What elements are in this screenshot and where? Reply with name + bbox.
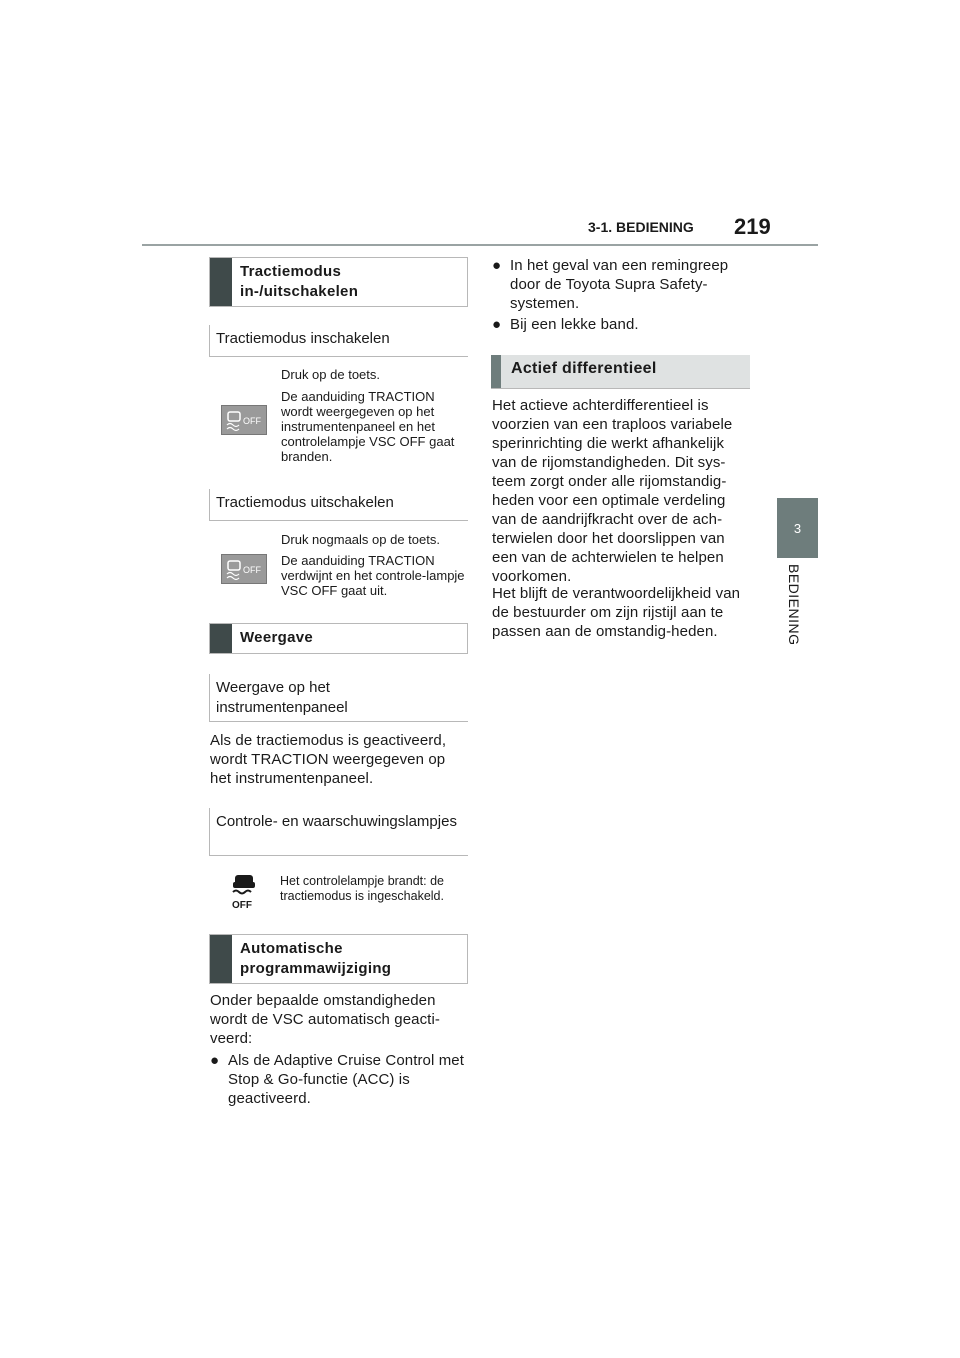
auto-bullet-1-text: Als de Adaptive Cruise Control met Stop & Go-functie (ACC) is geactiveerd.: [228, 1052, 465, 1107]
header-divider: [142, 244, 818, 246]
lamp-off-label: OFF: [232, 900, 252, 911]
traction-off-button-icon-2: [221, 554, 267, 584]
subheading-traction-on: Tractiemodus inschakelen: [209, 325, 468, 357]
vsc-off-warning-icon: [230, 872, 258, 912]
differential-paragraph-1: Het actieve achterdifferentieel is voorzien van een traploos variabele sperinrichting die werkt afhankelijk van de rijomstandigheden. Dit sys-teem zorgt onder alle rijomstandig-heden voor een optimale verdeling van de aandrijfkracht over de ach-terwielen door het doorslippen van een van de achterwielen te helpen voorkomen.: [492, 397, 733, 585]
car-skid-icon-2: [223, 556, 265, 582]
bullet-icon: ●: [210, 1052, 220, 1069]
auto-bullet-1: [210, 1051, 465, 1108]
off-label: OFF: [243, 416, 261, 426]
heading-auto: [209, 934, 468, 984]
auto-paragraph: Onder bepaalde omstandigheden wordt de VSC automatisch geacti-veerd:: [210, 992, 440, 1047]
heading-differential: [491, 355, 750, 389]
heading-differential-text: Actief differentieel: [511, 360, 657, 377]
page-number: 219: [734, 214, 771, 239]
bullet-icon: ●: [492, 257, 502, 274]
differential-paragraph-2: Het blijft de verantwoordelijkheid van de bestuurder om zijn rijstijl aan te passen aan de omstandig-heden.: [492, 585, 741, 640]
traction-off-step2: De aanduiding TRACTION verdwijnt en het controle-lampje VSC OFF gaat uit.: [281, 553, 465, 598]
traction-off-button-icon: [221, 405, 267, 435]
traction-off-step1: Druk nogmaals op de toets.: [281, 532, 440, 547]
chapter-tab: [777, 498, 818, 558]
lamp-paragraph: Het controlelampje brandt: de tractiemodus is ingeschakeld.: [280, 874, 444, 903]
heading-display: [209, 623, 468, 654]
auto-bullet-3: [492, 315, 750, 334]
svg-text:OFF: OFF: [243, 565, 261, 575]
bullet-icon: ●: [492, 316, 502, 333]
heading-auto-text: Automatische programmawijziging: [240, 940, 392, 977]
subheading-lamps: Controle- en waarschuwingslampjes: [209, 808, 468, 856]
auto-bullet-2-text: In het geval van een remingreep door de Toyota Supra Safety-systemen.: [510, 257, 729, 312]
traction-on-step1: Druk op de toets.: [281, 367, 380, 382]
chapter-label: BEDIENING: [786, 564, 802, 646]
subheading-display: Weergave op het instrumentenpaneel: [209, 674, 468, 722]
chapter-number: 3: [793, 520, 802, 536]
traction-on-step2: De aanduiding TRACTION wordt weergegeven op het instrumentenpaneel en het controlelampje VSC OFF gaat branden.: [281, 389, 455, 464]
auto-bullet-2: [492, 256, 750, 313]
auto-bullet-3-text: Bij een lekke band.: [510, 316, 639, 333]
car-skid-icon: [223, 407, 265, 433]
heading-display-text: Weergave: [240, 629, 313, 646]
display-paragraph: Als de tractiemodus is geactiveerd, wordt TRACTION weergegeven op het instrumentenpaneel.: [210, 732, 447, 787]
heading-traction: [209, 257, 468, 307]
subheading-traction-off: Tractiemodus uitschakelen: [209, 489, 468, 521]
section-title: 3-1. BEDIENING: [588, 219, 694, 235]
heading-traction-text: Tractiemodus in-/uitschakelen: [240, 263, 359, 300]
